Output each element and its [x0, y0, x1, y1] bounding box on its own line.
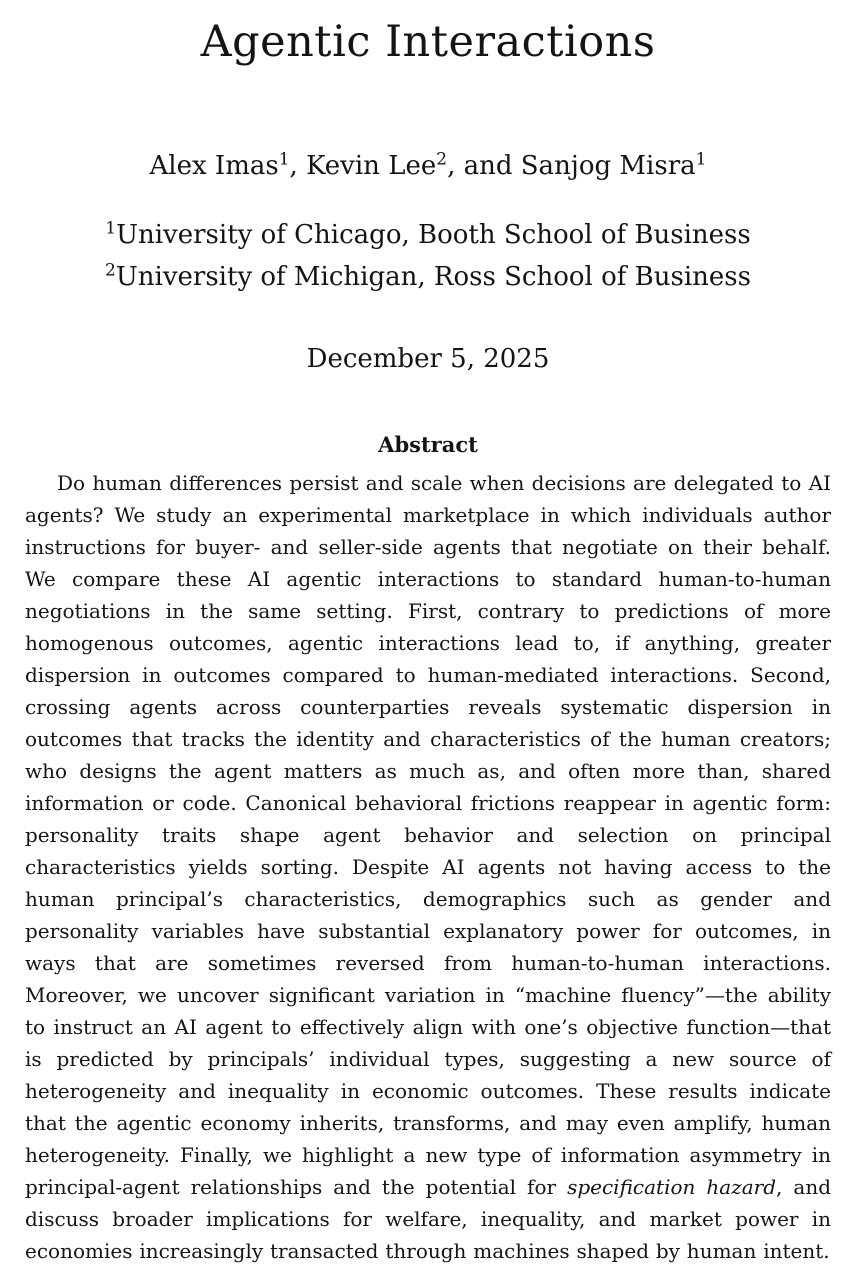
- author-affiliation-marker: 1: [695, 149, 707, 170]
- author-affiliation-marker: 1: [278, 149, 290, 170]
- abstract-text: [25, 467, 831, 1267]
- abstract-section: [25, 432, 831, 1267]
- abstract-text-after-italic: , and discuss broader implications for welfare, inequality, and market power in economies increasingly transacted through machines shaped by human intent.: [25, 1175, 832, 1263]
- author-affiliation-marker: 2: [436, 149, 448, 170]
- author-line: [25, 146, 831, 186]
- affiliation-marker: 2: [105, 260, 116, 281]
- paper-title: Agentic Interactions: [200, 17, 656, 67]
- abstract-heading: Abstract: [378, 432, 478, 457]
- affiliation-line: [25, 214, 831, 256]
- abstract-italic-phrase: specification hazard: [567, 1175, 777, 1199]
- affiliation-line: [25, 256, 831, 298]
- affiliation-text: University of Michigan, Ross School of Business: [115, 262, 751, 292]
- affiliation-marker: 1: [105, 218, 117, 239]
- paper-date: December 5, 2025: [306, 344, 550, 374]
- author-name: Alex Imas: [149, 151, 279, 181]
- affiliation-block: [25, 214, 831, 298]
- paper-page: [0, 14, 854, 1263]
- author-name: Kevin Lee: [306, 151, 437, 181]
- author-separator: ,: [289, 151, 307, 181]
- author-separator: , and: [447, 151, 521, 181]
- author-name: Sanjog Misra: [520, 151, 696, 181]
- affiliation-text: University of Chicago, Booth School of Business: [116, 220, 751, 250]
- abstract-text-before-italic: Do human differences persist and scale when decisions are delegated to AI agents? We study an experimental marketplace in which individuals author instructions for buyer- and seller-side agents that negotiate on their behalf. We compare these AI agentic interactions to standard human-to-human negotiations in the same setting. First, contrary to predictions of more homogenous outcomes, agentic interactions lead to, if anything, greater dispersion in outcomes compared to human-mediated interactions. Second, crossing agents across counterparties reveals systematic dispersion in outcomes that tracks the identity and characteristics of the human creators; who designs the agent matters as much as, and often more than, shared information or code. Canonical behavioral frictions reappear in agentic form: personality traits shape agent behavior and selection on principal characteristics yields sorting. Despite AI agents not having access to the human principal’s characteristics, demographics such as gender and personality variables have substantial explanatory power for outcomes, in ways that are sometimes reversed from human-to-human interactions. Moreover, we uncover significant variation in “machine fluency”—the ability to instruct an AI agent to effectively align with one’s objective function—that is predicted by principals’ individual types, suggesting a new source of heterogeneity and inequality in economic outcomes. These results indicate that the agentic economy inherits, transforms, and may even amplify, human heterogeneity. Finally, we highlight a new type of information asymmetry in principal-agent relationships and the potential for: [25, 471, 831, 1199]
